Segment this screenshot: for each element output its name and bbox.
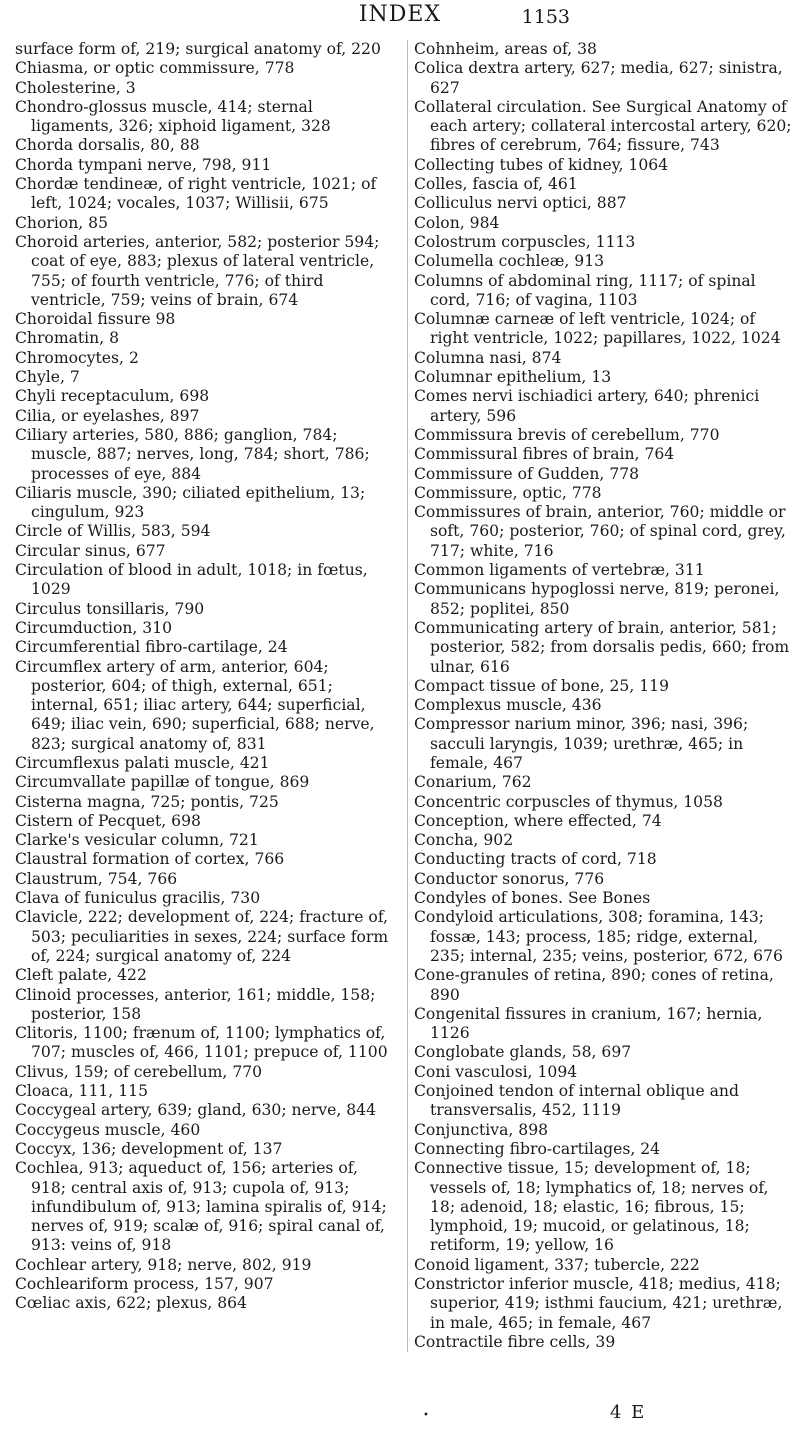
- index-entry: Conception, where effected, 74: [414, 811, 662, 830]
- index-entry: Chorda dorsalis, 80, 88: [15, 136, 200, 155]
- index-entry: Clitoris, 1100; frænum of, 1100; lymphatics of, 707; muscles of, 466, 1101; prepuce of, 1100: [15, 1024, 388, 1062]
- index-entry: Commissura brevis of cerebellum, 770: [414, 425, 720, 444]
- index-entry: Common ligaments of vertebræ, 311: [414, 561, 705, 580]
- index-entry: Columnar epithelium, 13: [414, 368, 612, 387]
- index-entry: Cisterna magna, 725; pontis, 725: [15, 792, 279, 811]
- index-entry: Colliculus nervi optici, 887: [414, 194, 627, 213]
- index-entry: Chromocytes, 2: [15, 348, 139, 367]
- index-entry: Compressor narium minor, 396; nasi, 396; sacculi laryngis, 1039; urethræ, 465; in female, 467: [414, 715, 749, 772]
- index-entry: Commissure, optic, 778: [414, 483, 602, 502]
- index-entry: Chyli receptaculum, 698: [15, 387, 210, 406]
- index-entry: Clarke's vesicular column, 721: [15, 831, 259, 850]
- index-entry: Condyloid articulations, 308; foramina, 143; fossæ, 143; process, 185; ridge, external, 235; internal, 235; veins, posterior, 672, 676: [414, 908, 783, 965]
- index-entry: Conarium, 762: [414, 773, 532, 792]
- index-entry: Compact tissue of bone, 25, 119: [414, 676, 670, 695]
- index-entry: Circumvallate papillæ of tongue, 869: [15, 773, 310, 792]
- index-entry: Circular sinus, 677: [15, 541, 166, 560]
- index-entry: Circulation of blood in adult, 1018; in fœtus, 1029: [15, 561, 368, 599]
- index-entry: Columna nasi, 874: [414, 348, 562, 367]
- index-entry: Coccygeus muscle, 460: [15, 1120, 201, 1139]
- index-entry: Circumflex artery of arm, anterior, 604; posterior, 604; of thigh, external, 651; internal, 651; iliac artery, 644; superficial, 649; iliac vein, 690; superficial, 688; nerve, 823; surgical anatomy of, 831: [15, 657, 375, 753]
- index-entry: surface form of, 219; surgical anatomy of, 220: [15, 40, 381, 58]
- index-entry: Cholesterine, 3: [15, 78, 136, 97]
- index-entry: Concentric corpuscles of thymus, 1058: [414, 792, 723, 811]
- index-entry: Circulus tonsillaris, 790: [15, 599, 205, 618]
- index-entry: Conjoined tendon of internal oblique and transversalis, 452, 1119: [414, 1082, 739, 1120]
- index-entry: Columella cochleæ, 913: [414, 252, 605, 271]
- page-header: [0, 0, 800, 40]
- index-entry: Chondro-glossus muscle, 414; sternal ligaments, 326; xiphoid ligament, 328: [15, 97, 331, 136]
- index-entry: Chiasma, or optic commissure, 778: [15, 59, 295, 78]
- right-column: [407, 40, 794, 1352]
- index-entry: Chorion, 85: [15, 213, 108, 232]
- index-entry: Claustral formation of cortex, 766: [15, 850, 285, 869]
- index-entry: Circle of Willis, 583, 594: [15, 522, 211, 541]
- index-entry: Cohnheim, areas of, 38: [414, 40, 597, 58]
- index-entry: Cilia, or eyelashes, 897: [15, 406, 200, 425]
- index-entry: Columns of abdominal ring, 1117; of spinal cord, 716; of vagina, 1103: [414, 271, 756, 309]
- index-entry: Colica dextra artery, 627; media, 627; sinistra, 627: [414, 59, 783, 97]
- index-entry: Chordæ tendineæ, of right ventricle, 1021; of left, 1024; vocales, 1037; Willisii, 675: [15, 175, 377, 213]
- index-entry: Cochlea, 913; aqueduct of, 156; arteries of, 918; central axis of, 913; cupola of, 913; infundibulum of, 913; lamina spiralis of, 914; nerves of, 919; scalæ of, 916; spiral canal of, 913: veins of, 918: [15, 1159, 387, 1255]
- index-entry: Clinoid processes, anterior, 161; middle, 158; posterior, 158: [15, 985, 376, 1023]
- index-entry: Cistern of Pecquet, 698: [15, 811, 201, 830]
- index-entry: Connective tissue, 15; development of, 18; vessels of, 18; lymphatics of, 18; nerves of, 18; adenoid, 18; elastic, 16; fibrous, 15; lymphoid, 19; mucoid, or gelatinous, 18; retiform, 19; yellow, 16: [414, 1159, 769, 1255]
- printer-mark: •: [423, 1410, 429, 1421]
- index-entry: Chorda tympani nerve, 798, 911: [15, 155, 272, 174]
- index-entry: Chyle, 7: [15, 368, 80, 387]
- index-entry: Constrictor inferior muscle, 418; medius, 418; superior, 419; isthmi faucium, 421; urethræ, in male, 465; in female, 467: [414, 1275, 783, 1332]
- signature-mark: 4 E: [610, 1402, 647, 1423]
- index-entry: Colles, fascia of, 461: [414, 175, 578, 194]
- index-entry: Colon, 984: [414, 213, 500, 232]
- index-entry: Circumferential fibro-cartilage, 24: [15, 638, 288, 657]
- index-entry: Condyles of bones. See Bones: [414, 889, 651, 908]
- index-entry: Congenital fissures in cranium, 167; hernia, 1126: [414, 1004, 763, 1043]
- index-entry: Circumduction, 310: [15, 618, 173, 637]
- index-entry: Cloaca, 111, 115: [15, 1082, 148, 1101]
- index-entry: Clivus, 159; of cerebellum, 770: [15, 1062, 263, 1081]
- index-entry: Colostrum corpuscles, 1113: [414, 232, 636, 251]
- index-entry: Choroidal fissure 98: [15, 310, 176, 329]
- index-entry: Columnæ carneæ of left ventricle, 1024; of right ventricle, 1022; papillares, 1022, 1024: [414, 310, 781, 348]
- index-entry: Cleft palate, 422: [15, 966, 147, 985]
- page-number: 1153: [521, 6, 570, 28]
- index-entry: Contractile fibre cells, 39: [414, 1332, 616, 1351]
- index-entry: Coccygeal artery, 639; gland, 630; nerve, 844: [15, 1101, 376, 1120]
- index-entry: Ciliary arteries, 580, 886; ganglion, 784; muscle, 887; nerves, long, 784; short, 786; processes of eye, 884: [15, 425, 370, 483]
- index-entry: Commissure of Gudden, 778: [414, 464, 640, 483]
- index-entry: Conglobate glands, 58, 697: [414, 1043, 632, 1062]
- index-columns: [15, 40, 795, 1352]
- index-entry: Comes nervi ischiadici artery, 640; phrenici artery, 596: [414, 387, 760, 425]
- index-entry: Collecting tubes of kidney, 1064: [414, 155, 669, 174]
- index-entry: Commissures of brain, anterior, 760; middle or soft, 760; posterior, 760; of spinal cord, grey, 717; white, 716: [414, 503, 786, 560]
- index-entry: Claustrum, 754, 766: [15, 869, 178, 888]
- index-entry: Communicans hypoglossi nerve, 819; peronei, 852; poplitei, 850: [414, 580, 780, 618]
- index-entry: Circumflexus palati muscle, 421: [15, 753, 270, 772]
- index-entry: Ciliaris muscle, 390; ciliated epithelium, 13; cingulum, 923: [15, 483, 366, 522]
- index-entry: Conjunctiva, 898: [414, 1120, 549, 1139]
- index-entry: Conoid ligament, 337; tubercle, 222: [414, 1255, 700, 1274]
- index-entry: Coccyx, 136; development of, 137: [15, 1139, 283, 1158]
- index-entry: Cone-granules of retina, 890; cones of retina, 890: [414, 966, 774, 1004]
- index-entry: Collateral circulation. See Surgical Anatomy of each artery; collateral intercostal artery, 620; fibres of cerebrum, 764; fissure, 743: [414, 97, 792, 155]
- index-entry: Commissural fibres of brain, 764: [414, 445, 675, 464]
- index-entry: Conducting tracts of cord, 718: [414, 850, 657, 869]
- index-entry: Communicating artery of brain, anterior, 581; posterior, 582; from dorsalis pedis, 660; from ulnar, 616: [414, 618, 790, 676]
- index-entry: Cœliac axis, 622; plexus, 864: [15, 1294, 247, 1313]
- index-entry: Cochleariform process, 157, 907: [15, 1275, 274, 1293]
- index-entry: Clava of funiculus gracilis, 730: [15, 889, 261, 908]
- index-entry: Coni vasculosi, 1094: [414, 1062, 578, 1081]
- index-entry: Chromatin, 8: [15, 329, 120, 348]
- index-entry: Concha, 902: [414, 831, 514, 850]
- index-entry: Choroid arteries, anterior, 582; posterior 594; coat of eye, 883; plexus of lateral ventricle, 755; of fourth ventricle, 776; of third ventricle, 759; veins of brain, 674: [15, 232, 380, 309]
- index-entry: Cochlear artery, 918; nerve, 802, 919: [15, 1255, 312, 1274]
- index-entry: Conductor sonorus, 776: [414, 869, 605, 888]
- page-title: INDEX: [358, 2, 442, 27]
- left-column: [15, 40, 395, 1352]
- index-entry: Complexus muscle, 436: [414, 696, 602, 715]
- index-entry: Connecting fibro-cartilages, 24: [414, 1139, 661, 1158]
- index-entry: Clavicle, 222; development of, 224; fracture of, 503; peculiarities in sexes, 224; surface form of, 224; surgical anatomy of, 224: [15, 908, 389, 965]
